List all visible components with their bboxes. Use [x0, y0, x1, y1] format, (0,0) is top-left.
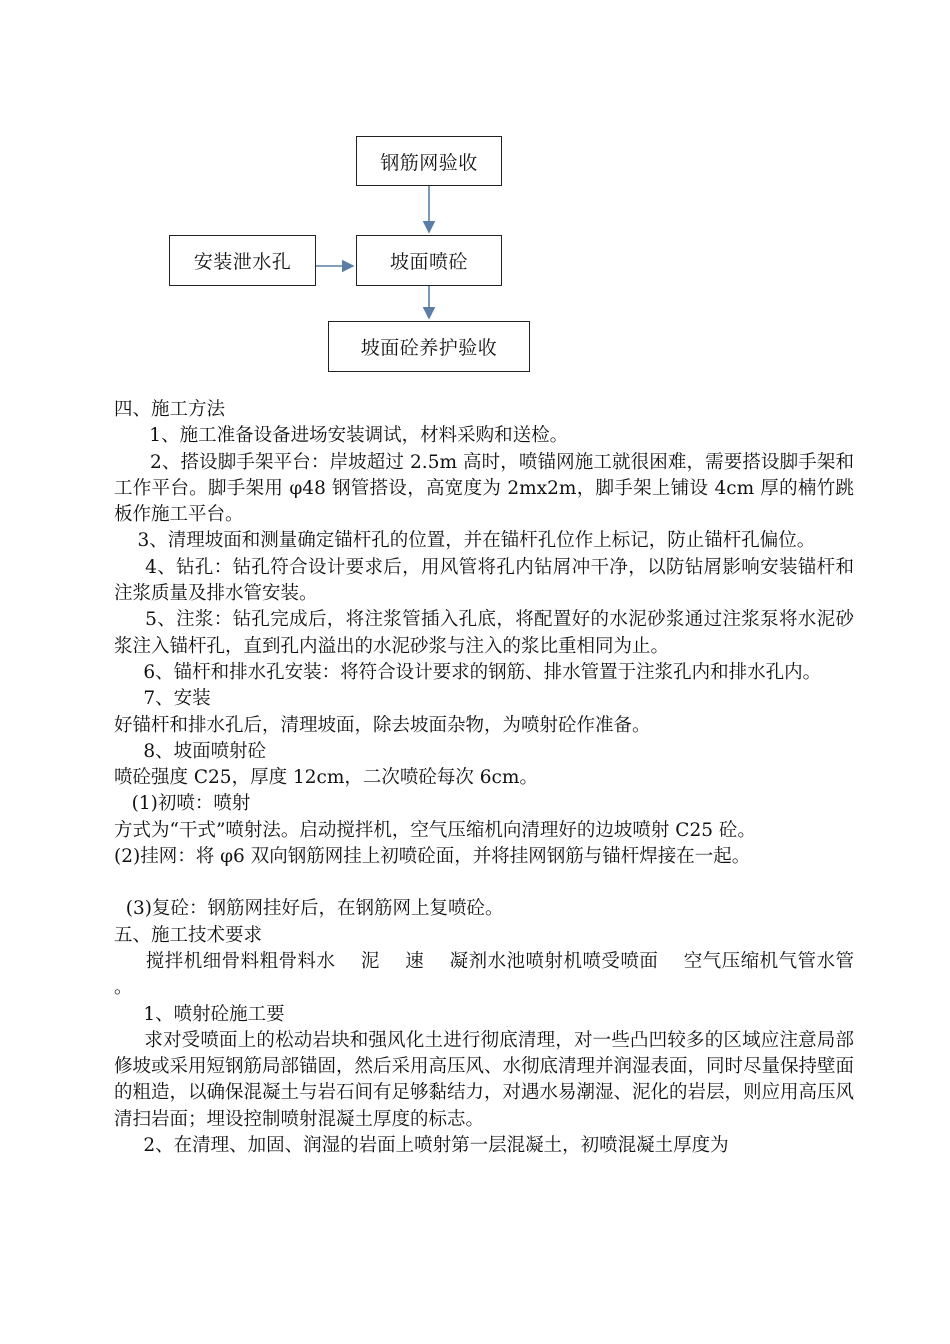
paragraph-7-body: 好锚杆和排水孔后，清理坡面，除去坡面杂物，为喷射砼作准备。: [114, 714, 651, 736]
paragraph-8-title: 8、坡面喷射砼: [114, 740, 267, 762]
section-4-heading: 四、施工方法: [114, 399, 226, 420]
document-body: [114, 397, 878, 1159]
paragraph-11: (3)复砼：钢筋网挂好后，在钢筋网上复喷砼。: [114, 898, 504, 920]
paragraph-10: (2)挂网：将 φ6 双向钢筋网挂上初喷砼面，并将挂网钢筋与锚杆焊接在一起。: [114, 846, 751, 868]
flowchart-arrows: [0, 0, 950, 400]
equipment-line: 搅拌机细骨料粗骨料水 泥 速 凝剂水池喷射机喷受喷面 空气压缩机气管水管 。: [114, 950, 878, 999]
paragraph-7-title: 7、安装: [114, 688, 211, 710]
paragraph-2: 2、搭设脚手架平台：岸坡超过 2.5m 高时，喷锚网施工就很困难，需要搭设脚手架和工作平台。脚手架用 φ48 钢管搭设，高宽度为 2mx2m，脚手架上铺设 4cm 厚的楠竹跳板作施工平台。: [114, 451, 854, 526]
blank-line: [114, 870, 854, 896]
section-5-heading: 五、施工技术要求: [114, 924, 263, 946]
flow-box-slope-spray: 坡面喷砼: [356, 235, 502, 286]
paragraph-3: 3、清理坡面和测量确定锚杆孔的位置，并在锚杆孔位作上标记，防止锚杆孔偏位。: [114, 530, 816, 552]
paragraph-8-body: 喷砼强度 C25，厚度 12cm，二次喷砼每次 6cm。: [114, 767, 538, 789]
paragraph-5: 5、注浆：钻孔完成后，将注浆管插入孔底，将配置好的水泥砂浆通过注浆泵将水泥砂浆注入锚杆孔，直到孔内溢出的水泥砂浆与注入的浆比重相同为止。: [114, 609, 854, 657]
paragraph-4: 4、钻孔：钻孔符合设计要求后，用风管将孔内钻屑冲干净，以防钻屑影响安装锚杆和注浆质量及排水管安装。: [114, 556, 854, 605]
requirement-1-body: 求对受喷面上的松动岩块和强风化土进行彻底清理，对一些凸凹较多的区域应注意局部修坡或采用短钢筋局部锚固，然后采用高压风、水彻底清理并润湿表面，同时尽量保持壁面的粗造，以确保混凝土与岩石间有足够黏结力，对遇水易潮湿、泥化的岩层，则应用高压风清扫岩面；埋设控制喷射混凝土厚度的标志。: [114, 1029, 855, 1130]
requirement-2: 2、在清理、加固、润湿的岩面上喷射第一层混凝土，初喷混凝土厚度为: [114, 1135, 729, 1157]
flow-box-curing-inspection: 坡面砼养护验收: [328, 321, 530, 372]
flow-box-rebar-inspection: 钢筋网验收: [356, 136, 502, 186]
paragraph-6: 6、锚杆和排水孔安装：将符合设计要求的钢筋、排水管置于注浆孔内和排水孔内。: [114, 661, 822, 683]
paragraph-1: 1、施工准备设备进场安装调试，材料采购和送检。: [114, 425, 569, 447]
paragraph-9-body: 方式为“干式”喷射法。启动搅拌机，空气压缩机向清理好的边坡喷射 C25 砼。: [114, 819, 756, 841]
requirement-1-title: 1、喷射砼施工要: [114, 1003, 285, 1025]
paragraph-9-title: (1)初喷：喷射: [114, 793, 251, 815]
flow-box-install-drain-holes: 安装泄水孔: [169, 235, 316, 286]
